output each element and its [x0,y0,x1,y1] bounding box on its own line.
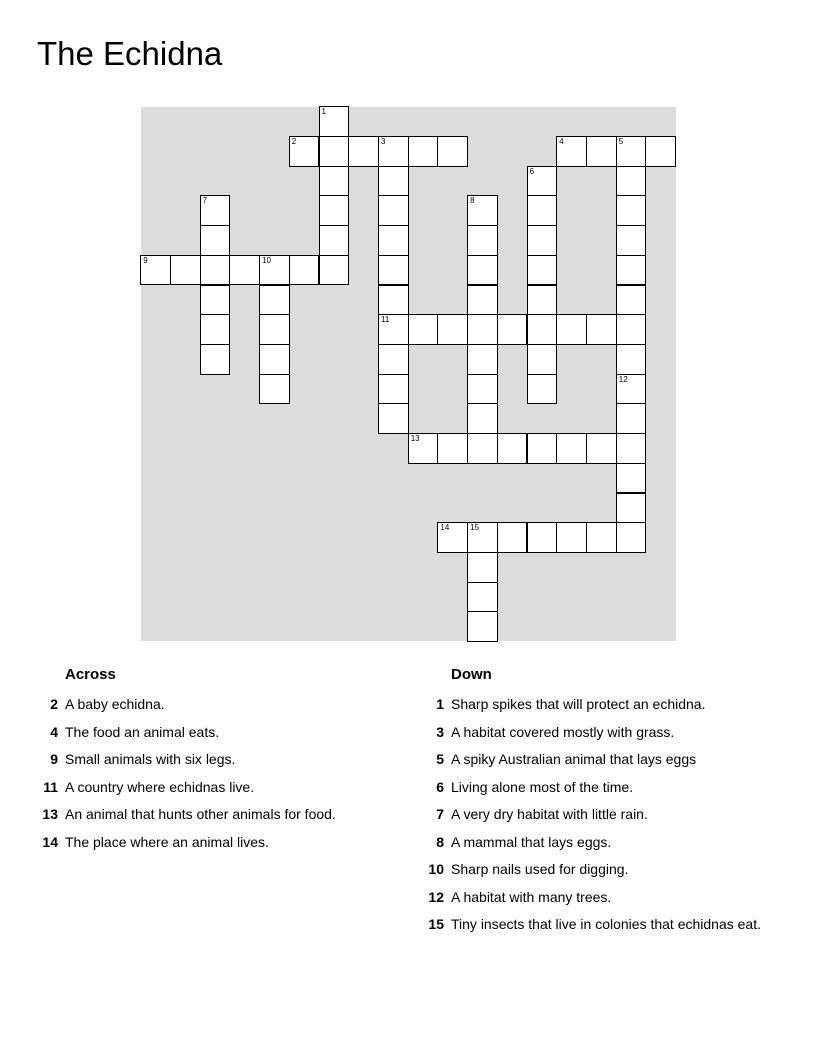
clue-text: A habitat covered mostly with grass. [451,723,675,740]
crossword-cell[interactable] [467,403,498,434]
across-clue [36,695,406,723]
across-heading: Across [65,666,116,683]
crossword-cell[interactable] [527,314,558,345]
clue-number: 15 [470,523,480,533]
crossword-cell[interactable] [616,136,647,167]
crossword-cell[interactable] [229,255,260,286]
crossword-cell[interactable] [378,285,409,316]
clue-number: 1 [321,107,326,117]
clue-text: A spiky Australian animal that lays eggs [451,751,697,767]
crossword-cell[interactable] [616,285,647,316]
clue-number: 7 [436,806,444,822]
crossword-cell[interactable] [616,493,647,524]
crossword-cell[interactable] [556,314,587,345]
clue-number: 4 [559,136,564,146]
crossword-cell[interactable] [527,374,558,405]
clue-number: 14 [42,833,58,850]
clue-text: Tiny insects that live in colonies that echidnas eat. [451,916,761,932]
down-clue [422,805,812,833]
clue-text: Sharp spikes that will protect an echidna. [451,696,706,712]
crossword-cell[interactable] [319,255,350,286]
crossword-cell[interactable] [527,285,558,316]
crossword-cell[interactable] [467,314,498,345]
crossword-cell[interactable] [200,195,231,226]
crossword-cell[interactable] [408,136,439,167]
crossword-cell[interactable] [408,433,439,464]
crossword-cell[interactable] [378,255,409,286]
crossword-cell[interactable] [467,225,498,256]
clue-text: Living alone most of the time. [451,778,634,795]
clue-number: 4 [50,723,58,740]
clue-number: 8 [436,833,444,850]
crossword-cell[interactable] [556,522,587,553]
crossword-cell[interactable] [259,344,290,375]
clue-number: 5 [436,751,444,767]
crossword-cell[interactable] [200,285,231,316]
clue-text: The place where an animal lives. [65,833,269,850]
crossword-cell[interactable] [616,433,647,464]
crossword-cell[interactable] [348,136,379,167]
across-clue [36,833,406,861]
clue-number: 13 [410,434,420,444]
crossword-cell[interactable] [200,344,231,375]
crossword-cell[interactable] [527,344,558,375]
down-clue [422,778,812,806]
crossword-cell[interactable] [586,433,617,464]
crossword-cell[interactable] [378,314,409,345]
crossword-cell[interactable] [556,136,587,167]
crossword-cell[interactable] [527,433,558,464]
crossword-cell[interactable] [259,255,290,286]
across-clue-list [36,695,406,860]
down-heading: Down [451,666,492,683]
crossword-cell[interactable] [616,403,647,434]
crossword-cell[interactable] [259,314,290,345]
crossword-cell[interactable] [378,403,409,434]
crossword-cell[interactable] [319,225,350,256]
crossword-cell[interactable] [319,195,350,226]
across-clue [36,805,406,833]
crossword-cell[interactable] [616,522,647,553]
clue-number: 15 [428,916,444,932]
clue-number: 3 [436,723,444,740]
crossword-cell[interactable] [467,582,498,613]
crossword-cell[interactable] [497,522,528,553]
across-clue [36,750,406,778]
down-clue [422,833,812,861]
down-clues [422,664,812,943]
crossword-cell[interactable] [586,314,617,345]
down-clue [422,750,812,778]
clue-text: A baby echidna. [65,696,165,712]
clue-number: 1 [436,696,444,712]
clue-number: 6 [529,166,535,176]
clue-text: An animal that hunts other animals for food. [65,806,336,822]
clue-number: 14 [440,523,450,533]
clue-number: 13 [42,806,58,822]
crossword-cell[interactable] [467,255,498,286]
crossword-cell[interactable] [586,522,617,553]
down-clue [422,915,812,943]
crossword-cell[interactable] [556,433,587,464]
clue-text: Sharp nails used for digging. [451,861,629,877]
crossword-cell[interactable] [467,552,498,583]
clue-text: A mammal that lays eggs. [451,833,612,850]
crossword-cell[interactable] [378,136,409,167]
crossword-cell[interactable] [200,255,231,286]
crossword-cell[interactable] [378,166,409,197]
crossword-cell[interactable] [319,106,350,137]
crossword-cell[interactable] [616,195,647,226]
crossword-cell[interactable] [467,374,498,405]
clue-number: 7 [202,196,208,206]
crossword-cell[interactable] [467,611,498,642]
crossword-cell[interactable] [378,195,409,226]
clue-number: 10 [428,861,444,877]
crossword-cell[interactable] [616,463,647,494]
clue-number: 2 [50,696,58,712]
crossword-cell[interactable] [437,136,468,167]
crossword-cell[interactable] [616,166,647,197]
crossword-cell[interactable] [467,522,498,553]
crossword-cell[interactable] [259,285,290,316]
clue-number: 5 [618,136,624,146]
crossword-cell[interactable] [616,255,647,286]
clue-text: A country where echidnas live. [65,778,255,795]
crossword-cell[interactable] [319,136,350,167]
crossword-cell[interactable] [437,522,468,553]
down-clue-list [422,695,812,943]
clue-number: 9 [50,751,58,767]
clue-number: 3 [380,136,386,146]
crossword-cell[interactable] [289,136,320,167]
crossword-cell[interactable] [170,255,201,286]
crossword-cell[interactable] [378,225,409,256]
crossword-cell[interactable] [319,166,350,197]
crossword-cell[interactable] [527,255,558,286]
crossword-cell[interactable] [497,433,528,464]
down-clue [422,723,812,751]
crossword-cell[interactable] [527,195,558,226]
crossword-cell[interactable] [616,344,647,375]
crossword-cell[interactable] [467,285,498,316]
clue-number: 11 [380,315,390,325]
crossword-cell[interactable] [645,136,676,167]
crossword-cell[interactable] [259,374,290,405]
crossword-cell[interactable] [467,433,498,464]
crossword-cell[interactable] [378,374,409,405]
crossword-cell[interactable] [467,195,498,226]
crossword-cell[interactable] [616,314,647,345]
crossword-cell[interactable] [408,314,439,345]
crossword-cell[interactable] [467,344,498,375]
clue-number: 11 [43,778,58,795]
clue-number: 8 [470,196,475,206]
down-clue [422,695,812,723]
page-title: The Echidna [37,35,223,72]
crossword-cell[interactable] [497,314,528,345]
across-clue [36,778,406,806]
crossword-cell[interactable] [200,225,231,256]
down-clue [422,888,812,916]
clue-number: 9 [143,255,148,265]
clue-text: A habitat with many trees. [451,888,612,905]
clue-number: 2 [291,136,297,146]
crossword-cell[interactable] [616,225,647,256]
across-clue [36,723,406,751]
crossword-cell[interactable] [200,314,231,345]
across-clues [36,664,406,860]
clue-text: A very dry habitat with little rain. [451,806,648,822]
down-clue [422,860,812,888]
crossword-cell[interactable] [437,433,468,464]
crossword-grid [141,107,676,641]
clue-number: 12 [618,374,628,384]
clue-text: The food an animal eats. [65,723,220,740]
crossword-cell[interactable] [378,344,409,375]
clue-number: 12 [428,888,444,905]
clue-text: Small animals with six legs. [65,751,236,767]
crossword-cell[interactable] [289,255,320,286]
clue-number: 6 [436,778,444,795]
crossword-cell[interactable] [437,314,468,345]
crossword-cell[interactable] [527,522,558,553]
crossword-cell[interactable] [527,166,558,197]
crossword-cell[interactable] [140,255,171,286]
crossword-cell[interactable] [586,136,617,167]
crossword-cell[interactable] [616,374,647,405]
clue-number: 10 [262,255,271,265]
crossword-cell[interactable] [527,225,558,256]
